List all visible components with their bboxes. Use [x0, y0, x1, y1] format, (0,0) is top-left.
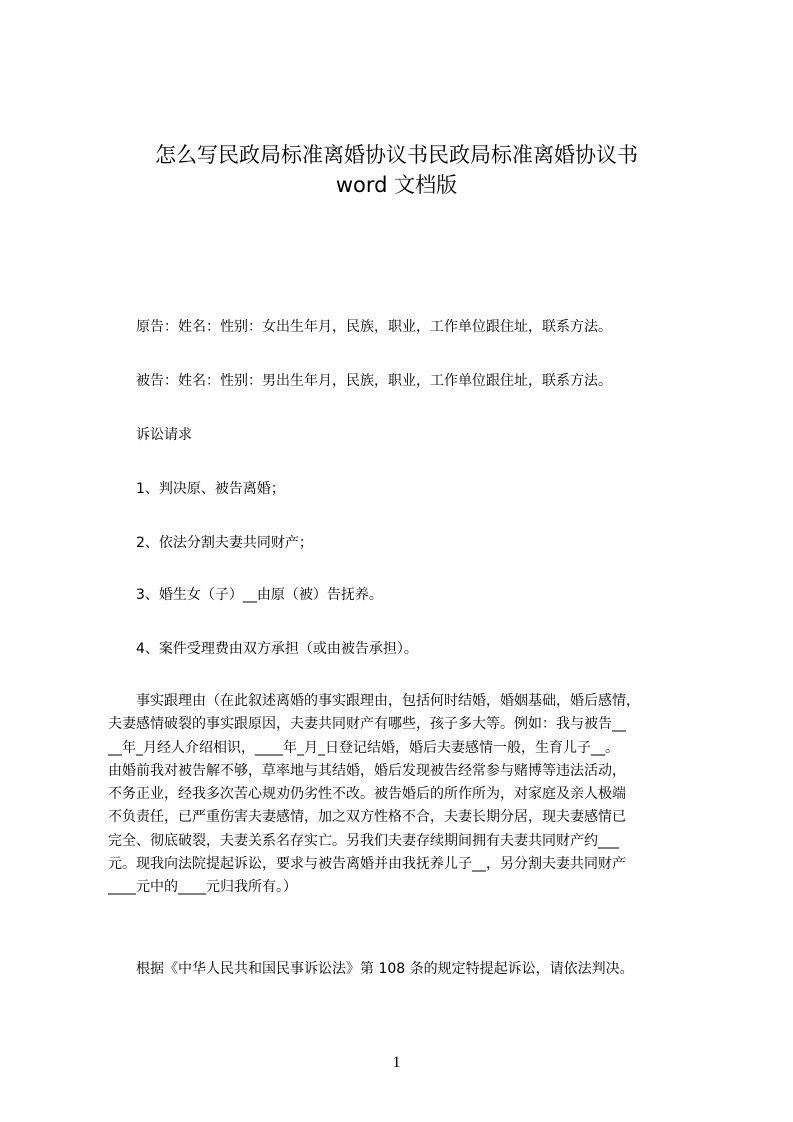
claims-heading: 诉讼请求	[136, 427, 192, 443]
plaintiff-info: 原告：姓名：性别：女出生年月，民族，职业，工作单位跟住址，联系方法。	[136, 319, 612, 335]
claim-item-1: 1、判决原、被告离婚；	[136, 481, 285, 497]
facts-line: 元。现我向法院提起诉讼，要求与被告离婚并由我抚养儿子__，另分割夫妻共同财产	[108, 856, 626, 873]
facts-line: 由婚前我对被告解不够，草率地与其结婚，婚后发现被告经常参与赌博等违法活动，	[108, 762, 626, 779]
document-title	[0, 140, 793, 200]
facts-line: 事实跟理由（在此叙述离婚的事实跟理由，包括何时结婚，婚姻基础，婚后感情，	[136, 693, 640, 709]
page-number: 1	[392, 1054, 401, 1071]
facts-line: 完全、彻底破裂，夫妻关系名存实亡。另我们夫妻存续期间拥有夫妻共同财产约___	[108, 832, 619, 849]
facts-line: __年_月经人介绍相识，____年_月_日登记结婚，婚后夫妻感情一般，生育儿子__。	[108, 739, 619, 756]
claim-item-4: 4、案件受理费由双方承担（或由被告承担）。	[136, 641, 418, 657]
claim-item-3: 3、婚生女（子）__由原（被）告抚养。	[136, 587, 383, 603]
closing-statement: 根据《中华人民共和国民事诉讼法》第 108 条的规定特提起诉讼，请依法判决。	[136, 961, 634, 977]
facts-line: 夫妻感情破裂的事实跟原因，夫妻共同财产有哪些，孩子多大等。例如：我与被告__	[108, 716, 626, 733]
facts-line: 不负责任，已严重伤害夫妻感情，加之双方性格不合，夫妻长期分居，现夫妻感情已	[108, 809, 626, 826]
defendant-info: 被告：姓名：性别：男出生年月，民族，职业，工作单位跟住址，联系方法。	[136, 373, 612, 389]
facts-paragraph	[108, 690, 698, 900]
facts-line: 不务正业，经我多次苦心规劝仍劣性不改。被告婚后的所作所为，对家庭及亲人极端	[108, 786, 626, 803]
title-line-2: word 文档版	[335, 173, 458, 197]
title-line-1: 怎么写民政局标准离婚协议书民政局标准离婚协议书	[155, 143, 638, 167]
claim-item-2: 2、依法分割夫妻共同财产；	[136, 535, 313, 551]
facts-line: ____元中的____元归我所有。）	[108, 879, 297, 896]
